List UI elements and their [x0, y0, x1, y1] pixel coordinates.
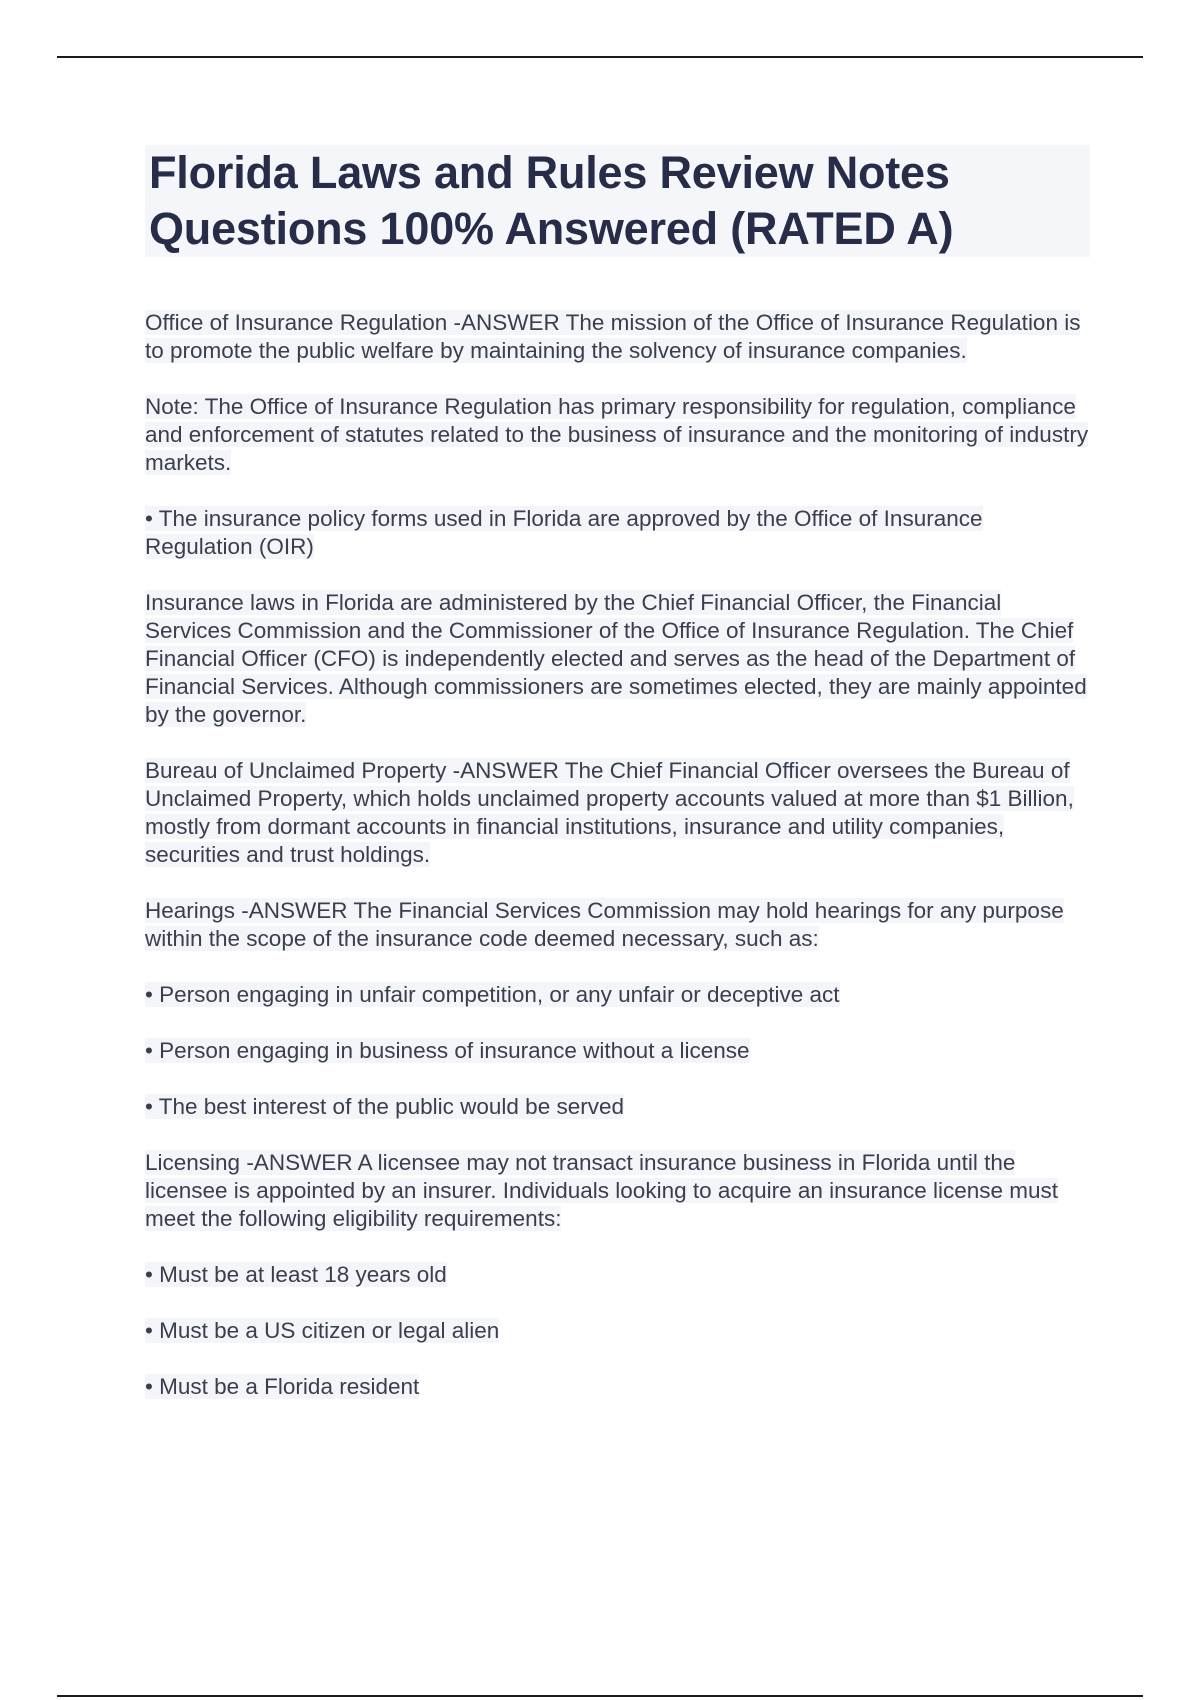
bullet-public-interest: • The best interest of the public would be served [145, 1094, 624, 1119]
bullet-without-license: • Person engaging in business of insurance without a license [145, 1038, 750, 1063]
bullet-policy-forms: • The insurance policy forms used in Florida are approved by the Office of Insurance Regulation (OIR) [145, 506, 983, 559]
page-title: Florida Laws and Rules Review Notes Questions 100% Answered (RATED A) [145, 145, 1090, 257]
document-body [145, 145, 1090, 1429]
paragraph-bureau-unclaimed-property: Bureau of Unclaimed Property -ANSWER The Chief Financial Officer oversees the Bureau of Unclaimed Property, which holds unclaimed property accounts valued at more than $1 Billion, mostly from dormant accounts in financial institutions, insurance and utility companies, securities and trust holdings. [145, 758, 1074, 867]
paragraph-licensing: Licensing -ANSWER A licensee may not transact insurance business in Florida until the licensee is appointed by an insurer. Individuals looking to acquire an insurance license must meet the following eligibility requirements: [145, 1150, 1059, 1231]
bullet-citizenship-requirement: • Must be a US citizen or legal alien [145, 1318, 500, 1343]
paragraph-oir-note: Note: The Office of Insurance Regulation has primary responsibility for regulation, compliance and enforcement of statutes related to the business of insurance and the monitoring of industry markets. [145, 394, 1089, 475]
paragraph-hearings: Hearings -ANSWER The Financial Services Commission may hold hearings for any purpose within the scope of the insurance code deemed necessary, such as: [145, 898, 1064, 951]
paragraph-office-of-insurance-regulation: Office of Insurance Regulation -ANSWER The mission of the Office of Insurance Regulation is to promote the public welfare by maintaining the solvency of insurance companies. [145, 310, 1081, 363]
bullet-unfair-competition: • Person engaging in unfair competition, or any unfair or deceptive act [145, 982, 840, 1007]
header-rule [57, 56, 1143, 58]
bullet-residency-requirement: • Must be a Florida resident [145, 1374, 420, 1399]
bullet-age-requirement: • Must be at least 18 years old [145, 1262, 447, 1287]
footer-rule [57, 1695, 1143, 1697]
paragraph-insurance-laws: Insurance laws in Florida are administered by the Chief Financial Officer, the Financial Services Commission and the Commissioner of the Office of Insurance Regulation. The Chief Financial Officer (CFO) is independently elected and serves as the head of the Department of Financial Services. Although commissioners are sometimes elected, they are mainly appointed by the governor. [145, 590, 1087, 727]
